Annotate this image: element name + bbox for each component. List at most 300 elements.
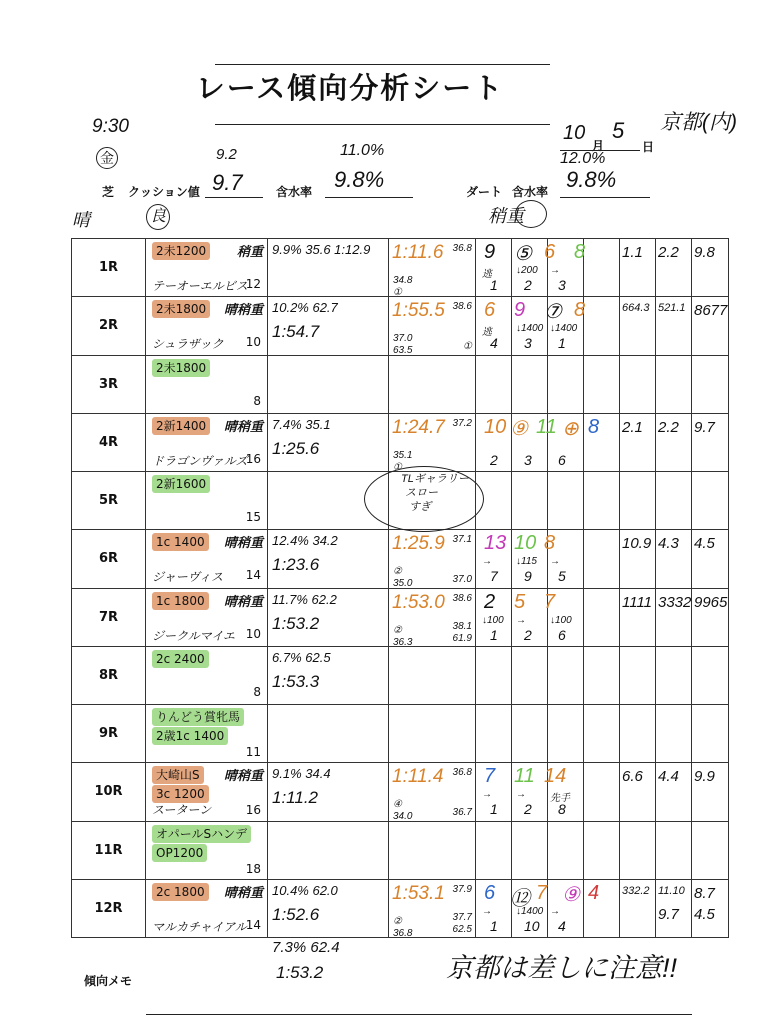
pick-number: 8 <box>544 532 556 555</box>
runner-count: 14 <box>245 568 261 583</box>
time-side-note: ② <box>393 624 402 636</box>
pick-cell <box>512 472 548 530</box>
race-number: 1R <box>72 239 146 297</box>
pick-cell <box>548 763 584 821</box>
odds-value-2: 9.7 <box>658 905 679 923</box>
pick-note: ↓100 <box>550 614 572 626</box>
time-cell <box>389 239 476 297</box>
pick-cell <box>476 413 600 471</box>
pick-number: ⊕ <box>562 417 579 440</box>
memo-rule <box>146 1014 692 1015</box>
time-side-note: 38.6 <box>452 301 472 313</box>
odds-value: 4.3 <box>658 535 679 553</box>
lap-cell <box>268 588 389 646</box>
footer-lap-1: 7.3% 62.4 <box>272 939 340 956</box>
pick-cell <box>476 821 512 879</box>
dirt-condition: 稍重 <box>488 206 524 226</box>
race-condition-detail: 3c 1200 <box>152 785 209 803</box>
winner-name: シュラザック <box>152 337 224 352</box>
odds-value: 3332 <box>658 593 692 611</box>
winner-name: ジークルマイエ <box>152 628 235 643</box>
turf-moisture-label: 含水率 <box>276 185 313 199</box>
odds-cell <box>656 472 692 530</box>
race-time: 1:11.6 <box>392 242 444 263</box>
pick-number: 6 <box>544 241 556 263</box>
time-cell <box>389 355 476 413</box>
race-condition-cell <box>146 297 268 355</box>
cushion-value-1: 9.2 <box>216 146 237 163</box>
month-label: 月 <box>592 139 605 153</box>
pick-cell <box>548 588 584 646</box>
race-row <box>72 297 729 355</box>
memo-label: 傾向メモ <box>84 974 133 988</box>
odds-value: 4.4 <box>658 768 679 786</box>
pick-note: → <box>550 265 560 276</box>
lap-note: 10.4% 62.0 <box>272 882 338 898</box>
finish-place: 8 <box>558 801 566 818</box>
pick-cell <box>584 879 620 937</box>
lap-cell <box>268 297 389 355</box>
time-side-note: 36.7 <box>452 807 472 819</box>
note-bubble <box>364 466 484 532</box>
race-condition: 2未1200 <box>152 242 210 260</box>
time-side-note: ① <box>463 341 472 353</box>
finish-place: 2 <box>524 277 532 293</box>
race-row <box>72 355 729 413</box>
runner-count: 10 <box>245 335 261 350</box>
odds-value: 9.8 <box>694 244 715 261</box>
track-tag: 晴稍重 <box>223 768 263 784</box>
lap-note: 6.7% 62.5 <box>272 649 331 665</box>
race-row <box>72 588 729 646</box>
pick-number: 9 <box>514 299 526 322</box>
pick-number: 10 <box>484 415 507 438</box>
race-time: 1:24.7 <box>392 416 445 438</box>
odds-cell <box>620 763 656 821</box>
pick-cell <box>584 588 620 646</box>
odds-cell <box>692 413 729 471</box>
lap-note: 12.4% 34.2 <box>272 533 338 549</box>
pick-number: ⑨ <box>510 417 528 440</box>
pick-note: ↓1400 <box>516 323 544 335</box>
pick-cell <box>584 821 620 879</box>
odds-value: 6.6 <box>622 768 643 786</box>
pick-cell <box>584 355 620 413</box>
pick-number: 2 <box>484 590 496 613</box>
odds-value: 8677 <box>694 302 728 320</box>
cushion-underline <box>205 197 263 198</box>
odds-value: 664.3 <box>622 302 650 315</box>
race-row <box>72 763 729 821</box>
odds-cell <box>692 239 729 297</box>
race-row <box>72 413 729 471</box>
pick-cell <box>476 763 570 821</box>
month-value: 10 <box>563 122 586 144</box>
time-side-note: 36.3 <box>393 636 413 648</box>
odds-value: 1111 <box>622 593 653 611</box>
track-tag: 晴稍重 <box>223 884 263 900</box>
odds-value-2: 4.5 <box>694 905 715 923</box>
pick-cell <box>512 821 548 879</box>
pick-number: 11 <box>514 765 535 788</box>
venue-note: 京都(内) <box>660 111 737 134</box>
finish-place: 4 <box>490 335 498 352</box>
pick-number: 4 <box>588 881 600 904</box>
day-value: 5 <box>612 118 625 143</box>
time-side-note: 37.2 <box>452 417 472 429</box>
odds-cell <box>620 646 656 704</box>
time-side-note: 63.5 <box>393 345 413 357</box>
pick-number: ⑨ <box>562 883 580 906</box>
bubble-note: TLギャラリー <box>401 473 469 485</box>
time-note: 9:30 <box>92 116 129 137</box>
race-row <box>72 646 729 704</box>
finish-place: 5 <box>558 568 566 585</box>
winner-name: マルカチャイアル <box>152 919 247 934</box>
turf-moisture-1: 11.0% <box>340 142 385 159</box>
pick-number: ⑦ <box>544 301 562 324</box>
pick-note: ↓115 <box>516 556 537 568</box>
pick-cell <box>584 530 620 588</box>
track-tag: 晴稍重 <box>223 535 263 551</box>
finish-place: 10 <box>524 917 540 934</box>
finish-place: 1 <box>490 917 498 934</box>
pick-note: 逃 <box>482 269 492 280</box>
dirt-moisture-underline <box>560 197 650 198</box>
pick-cell <box>584 472 620 530</box>
odds-cell <box>620 821 656 879</box>
pick-cell <box>548 530 584 588</box>
race-number: 5R <box>72 472 146 530</box>
pick-cell <box>584 239 620 297</box>
pick-note: → <box>550 905 560 917</box>
odds-value: 2.2 <box>658 244 679 261</box>
runner-count: 15 <box>245 510 261 524</box>
lap-cell <box>268 763 389 821</box>
time-side-note: 38.6 <box>452 592 472 604</box>
pick-note: ↓1400 <box>550 323 578 335</box>
odds-cell <box>656 239 692 297</box>
odds-cell <box>620 530 656 588</box>
winner-name: ドラゴンヴァルズ <box>152 453 248 468</box>
lap-cell <box>268 355 389 413</box>
pick-cell <box>512 297 548 355</box>
dirt-moisture-top: 12.0% <box>560 150 606 167</box>
pick-note: ↓1400 <box>516 905 544 917</box>
race-condition-cell <box>146 472 268 530</box>
race-time: 1:25.9 <box>392 533 445 555</box>
pick-number: 7 <box>536 881 548 904</box>
pick-cell <box>512 879 548 937</box>
turf-label: 芝 <box>102 185 115 199</box>
lap-note: 1:53.3 <box>272 671 320 691</box>
track-tag: 晴稍重 <box>223 418 263 434</box>
race-condition: オパールSハンデ <box>152 825 251 843</box>
time-side-note: ② <box>393 915 402 927</box>
race-condition-cell <box>146 239 268 297</box>
pick-cell <box>512 646 548 704</box>
time-side-note: 36.8 <box>452 243 472 254</box>
runner-count: 16 <box>245 803 261 818</box>
race-condition: 2未1800 <box>152 300 210 318</box>
odds-cell <box>692 879 729 937</box>
odds-cell <box>656 297 692 355</box>
race-condition: 大崎山S <box>152 766 204 784</box>
pick-cell <box>512 239 548 297</box>
odds-value: 2.1 <box>622 418 643 436</box>
finish-place: 3 <box>558 277 566 293</box>
lap-note: 1:53.2 <box>272 613 320 633</box>
time-side-note: ② <box>393 566 402 578</box>
race-number: 8R <box>72 646 146 704</box>
race-number: 10R <box>72 763 146 821</box>
pick-cell <box>476 879 600 937</box>
odds-cell <box>656 821 692 879</box>
runner-count: 14 <box>245 917 261 932</box>
pick-number: 8 <box>588 415 600 438</box>
pick-cell <box>476 588 572 646</box>
odds-cell <box>656 413 692 471</box>
pick-note: ↓200 <box>516 265 538 276</box>
race-number: 7R <box>72 588 146 646</box>
odds-value: 8.7 <box>694 884 715 902</box>
lap-note: 10.2% 62.7 <box>272 300 338 316</box>
pick-number: 7 <box>484 765 496 788</box>
pick-cell <box>584 705 620 763</box>
time-side-note: 38.1 <box>452 620 472 632</box>
odds-value: 521.1 <box>658 302 686 315</box>
turf-moisture-underline <box>325 197 413 198</box>
dirt-label: ダート <box>466 185 503 199</box>
time-cell <box>389 879 476 937</box>
pick-number: ⑫ <box>510 887 530 910</box>
odds-cell <box>656 763 692 821</box>
odds-cell <box>692 763 729 821</box>
race-time: 1:53.1 <box>392 882 445 904</box>
pick-number: 14 <box>544 765 567 788</box>
time-side-note: ① <box>393 287 402 298</box>
odds-value: 1.1 <box>622 244 643 261</box>
time-side-note: 34.8 <box>393 275 413 286</box>
pick-cell <box>548 472 584 530</box>
cushion-label: クッション値 <box>128 185 200 199</box>
pick-number: 5 <box>514 590 526 613</box>
pick-cell <box>548 879 584 937</box>
pick-cell <box>548 355 584 413</box>
race-condition-cell <box>146 879 268 937</box>
dirt-moisture-label: 含水率 <box>512 185 549 199</box>
runner-count: 10 <box>245 626 261 641</box>
finish-place: 9 <box>524 568 532 585</box>
odds-cell <box>692 705 729 763</box>
lap-cell <box>268 239 389 297</box>
race-number: 3R <box>72 355 146 413</box>
turf-moisture-2: 9.8% <box>334 167 385 192</box>
finish-place: 4 <box>558 917 566 934</box>
odds-value: 9.7 <box>694 418 715 436</box>
odds-cell <box>620 297 656 355</box>
race-row <box>72 239 729 297</box>
finish-place: 2 <box>524 626 532 643</box>
odds-cell <box>656 646 692 704</box>
winner-name: スーターン <box>152 803 212 818</box>
race-time: 1:55.5 <box>392 300 445 322</box>
odds-cell <box>656 355 692 413</box>
winner-name: ジャーヴィス <box>152 570 224 585</box>
finish-place: 7 <box>490 568 498 585</box>
race-table <box>71 238 729 938</box>
odds-value: 11.10 <box>658 884 685 897</box>
time-cell <box>389 413 476 471</box>
pick-cell <box>584 646 620 704</box>
lap-note: 11.7% 62.2 <box>272 591 337 607</box>
race-number: 12R <box>72 879 146 937</box>
pick-cell <box>548 413 584 471</box>
race-row <box>72 705 729 763</box>
pick-note: → <box>482 789 492 801</box>
day-label: 日 <box>642 140 655 154</box>
finish-place: 1 <box>490 626 498 643</box>
lap-note: 1:11.2 <box>272 788 319 808</box>
time-cell <box>389 705 476 763</box>
odds-cell <box>692 821 729 879</box>
pick-cell <box>548 297 584 355</box>
time-side-note: 61.9 <box>452 632 472 644</box>
pick-cell <box>476 705 512 763</box>
finish-place: 3 <box>524 451 532 468</box>
finish-place: 6 <box>558 626 566 643</box>
track-tag: 稍重 <box>236 244 263 259</box>
lap-note: 1:54.7 <box>272 322 320 342</box>
time-side-note: 37.9 <box>452 883 472 895</box>
race-time: 1:11.4 <box>392 766 444 788</box>
finish-place: 1 <box>558 335 566 352</box>
odds-cell <box>692 646 729 704</box>
runner-count: 18 <box>245 861 261 876</box>
title-rule-top <box>215 64 550 65</box>
odds-cell <box>620 413 656 471</box>
race-condition-cell <box>146 413 268 471</box>
odds-cell <box>620 355 656 413</box>
finish-place: 6 <box>558 451 566 468</box>
pick-note: 逃 <box>482 327 492 339</box>
pick-number: 8 <box>574 241 586 263</box>
pick-cell <box>548 705 584 763</box>
day-circle: 金 <box>96 147 118 169</box>
time-side-note: 36.8 <box>452 767 472 779</box>
pick-cell <box>476 355 512 413</box>
time-side-note: 37.0 <box>452 574 472 586</box>
time-side-note: 37.7 <box>452 911 472 923</box>
race-time: 1:53.0 <box>392 591 445 613</box>
odds-cell <box>656 530 692 588</box>
pick-number: 6 <box>484 299 496 322</box>
race-row <box>72 821 729 879</box>
odds-cell <box>620 239 656 297</box>
odds-value: 9.9 <box>694 768 715 786</box>
lap-note: 1:23.6 <box>272 555 320 575</box>
lap-note: 9.9% 35.6 1:12.9 <box>272 242 371 257</box>
race-number: 2R <box>72 297 146 355</box>
time-cell <box>389 646 476 704</box>
time-side-note: ④ <box>393 799 402 811</box>
winner-name: テーオーエルビス <box>152 279 248 293</box>
odds-value: 4.5 <box>694 535 715 553</box>
time-side-note: 36.8 <box>393 927 413 939</box>
race-condition: 2新1600 <box>152 475 210 493</box>
runner-count: 11 <box>245 745 261 759</box>
pick-note: → <box>482 905 492 917</box>
weather-note: 晴 <box>72 210 90 230</box>
runner-count: 12 <box>245 277 261 291</box>
pick-cell <box>512 705 548 763</box>
pick-cell <box>476 239 586 297</box>
cushion-value-2: 9.7 <box>212 170 243 195</box>
odds-value: 9965 <box>694 593 728 611</box>
race-condition-cell <box>146 588 268 646</box>
time-side-note: 37.0 <box>393 333 413 345</box>
race-number: 11R <box>72 821 146 879</box>
title-rule-bottom <box>215 124 550 125</box>
race-number: 4R <box>72 413 146 471</box>
footer-lap-2: 1:53.2 <box>276 963 324 982</box>
memo-text: 京都は差しに注意!! <box>446 953 678 983</box>
odds-value: 10.9 <box>622 535 652 553</box>
page-title: レース傾向分析シート <box>195 71 505 105</box>
finish-place: 2 <box>524 801 532 818</box>
dirt-condition-circle <box>515 200 547 228</box>
race-number: 6R <box>72 530 146 588</box>
pick-number: 9 <box>484 241 496 263</box>
race-condition: りんどう賞牝馬 <box>152 708 244 726</box>
runner-count: 8 <box>253 684 261 699</box>
pick-number: 10 <box>514 532 537 555</box>
time-cell <box>389 588 476 646</box>
time-cell <box>389 297 476 355</box>
pick-note: → <box>516 789 526 801</box>
pick-cell <box>548 821 584 879</box>
odds-cell <box>692 472 729 530</box>
race-condition-cell <box>146 821 268 879</box>
finish-place: 1 <box>490 801 498 818</box>
pick-cell <box>476 530 566 588</box>
odds-value: 2.2 <box>658 418 679 436</box>
odds-cell <box>692 355 729 413</box>
odds-cell <box>692 297 729 355</box>
pick-note: → <box>482 556 492 568</box>
pick-cell <box>476 646 512 704</box>
lap-cell <box>268 646 389 704</box>
track-tag: 晴稍重 <box>223 593 263 609</box>
race-condition-cell <box>146 530 268 588</box>
finish-place: 1 <box>490 277 498 293</box>
race-condition: 2c 2400 <box>152 650 209 668</box>
race-condition-cell <box>146 763 268 821</box>
odds-cell <box>656 705 692 763</box>
turf-condition: 良 <box>146 204 170 230</box>
runner-count: 16 <box>245 451 261 466</box>
time-side-note: ① <box>393 461 402 473</box>
race-condition-cell <box>146 355 268 413</box>
pick-cell <box>512 413 548 471</box>
pick-cell <box>512 588 548 646</box>
pick-cell <box>548 239 584 297</box>
odds-cell <box>620 879 656 937</box>
pick-note: → <box>516 614 526 626</box>
runner-count: 8 <box>253 393 261 408</box>
track-tag: 晴稍重 <box>223 302 263 318</box>
pick-cell <box>512 355 548 413</box>
